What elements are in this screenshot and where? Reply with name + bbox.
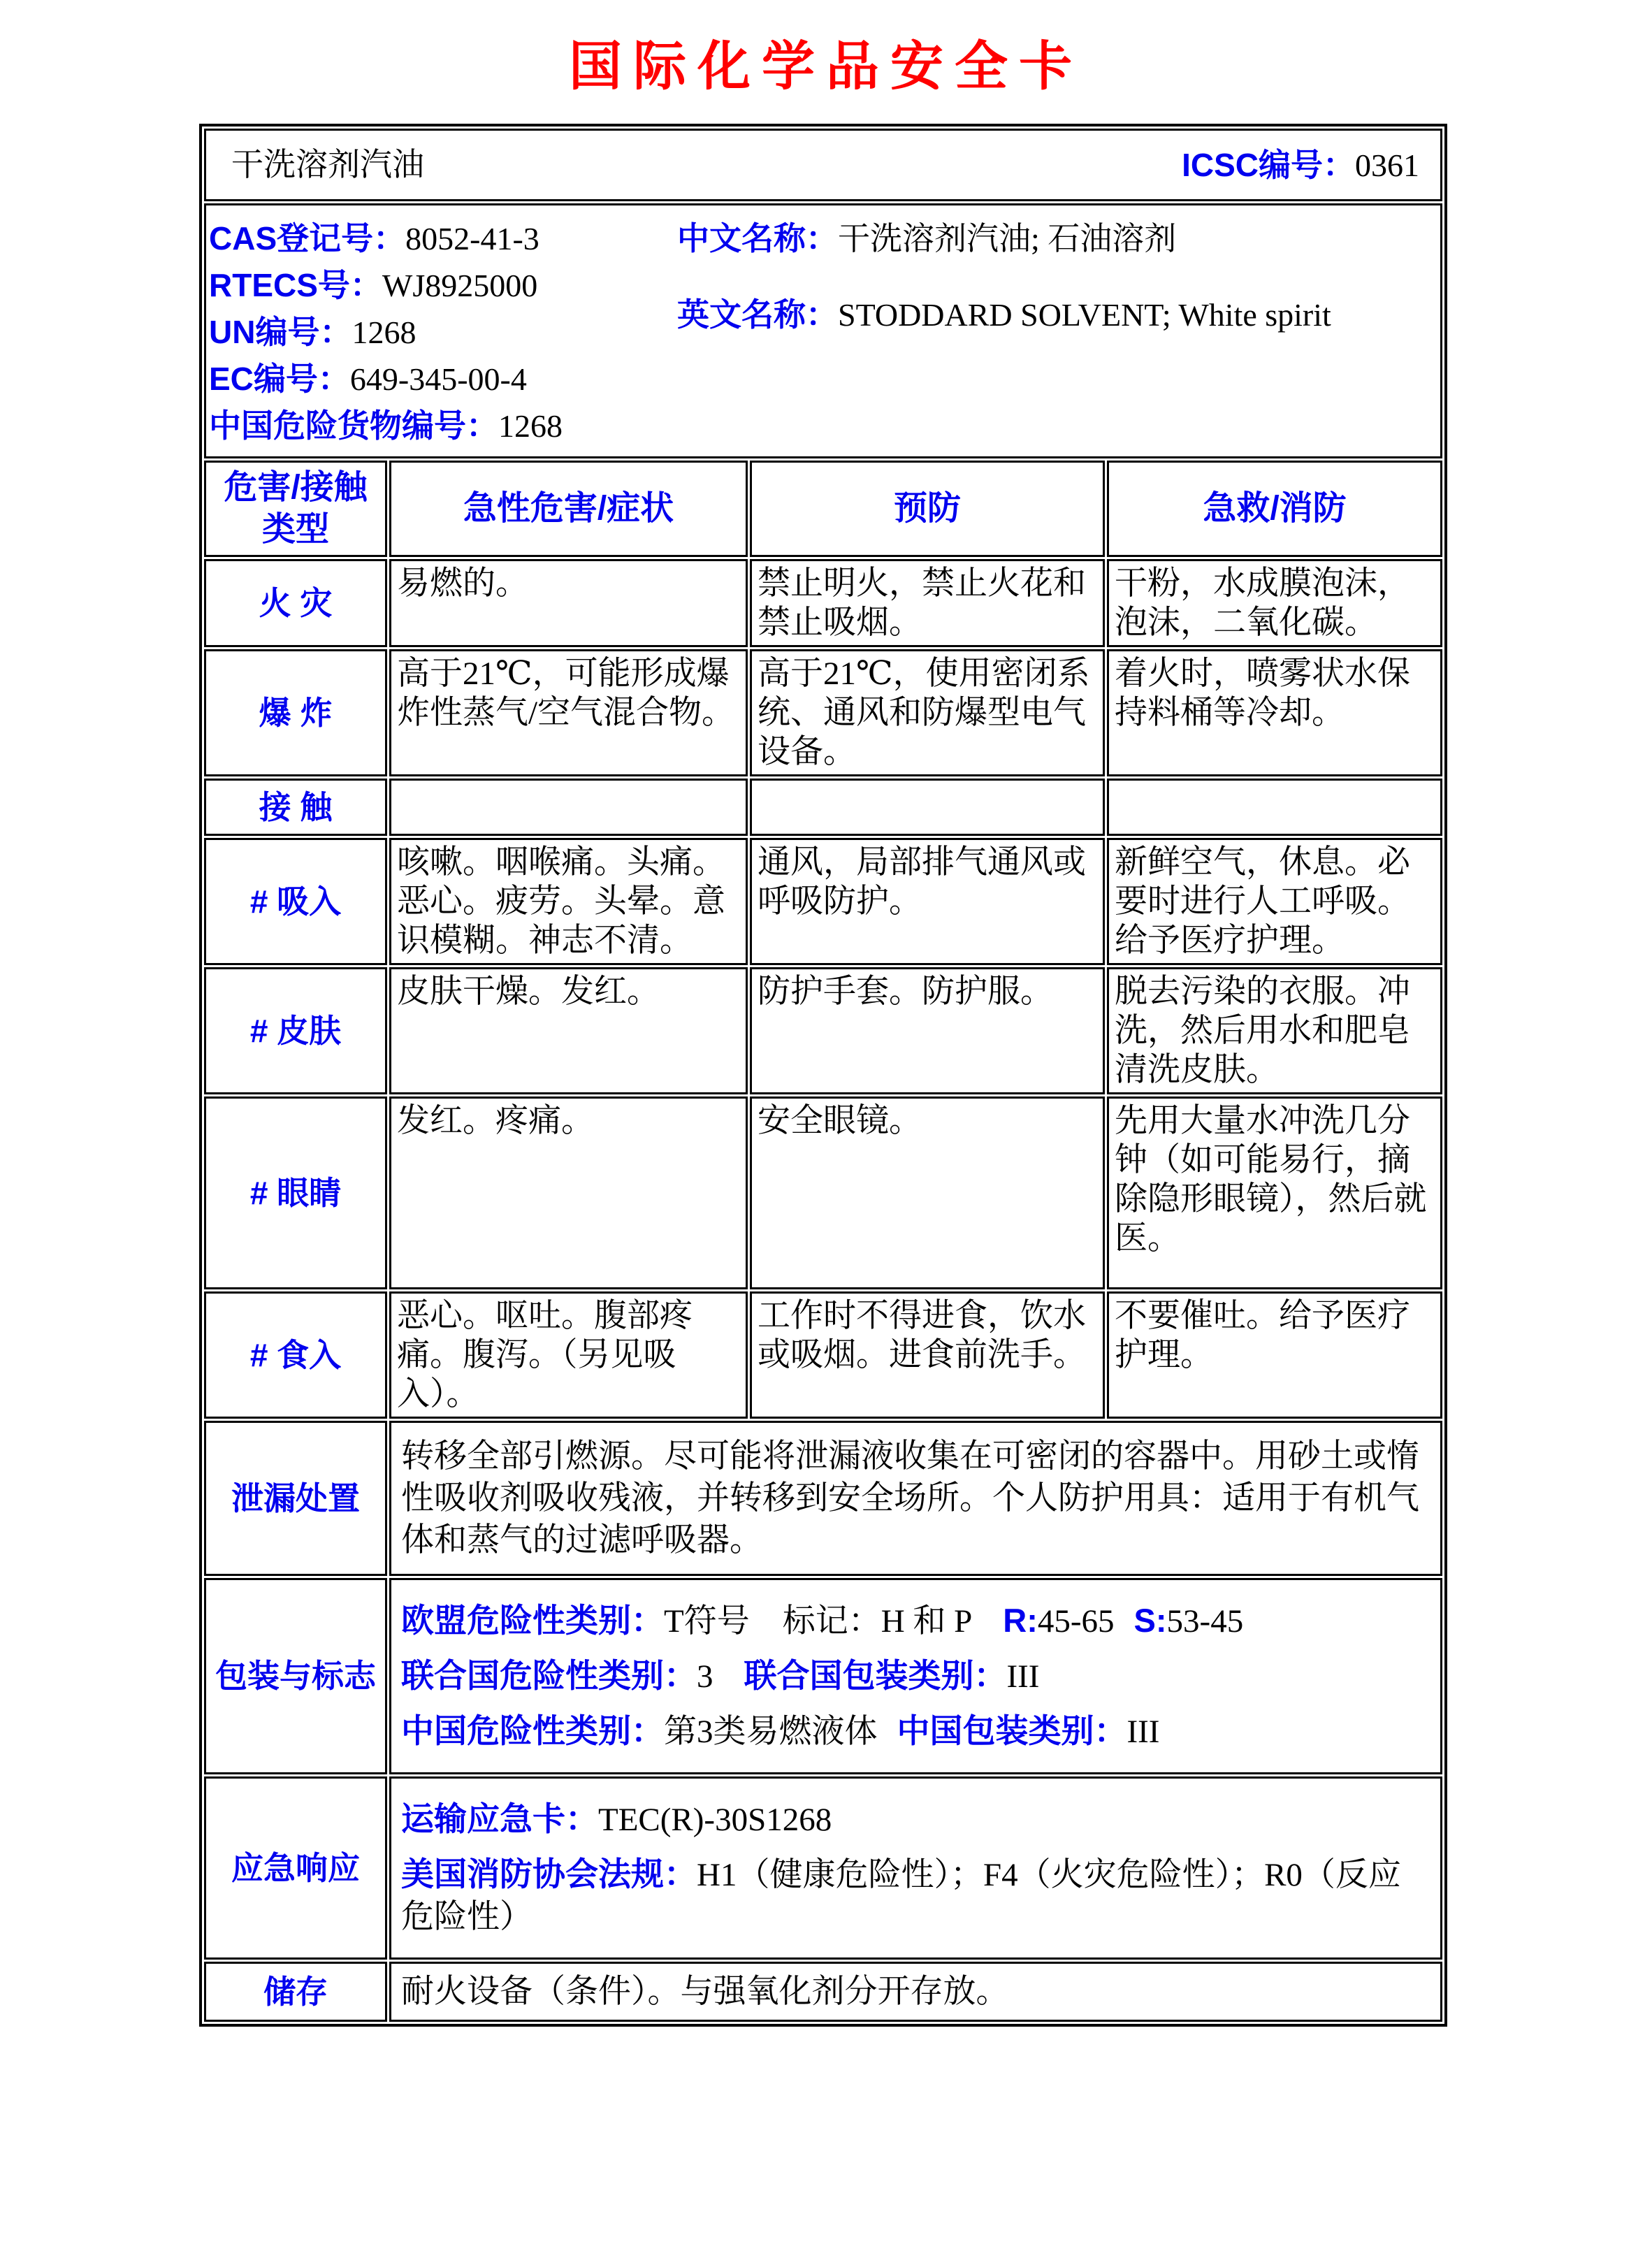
explosion-symptoms: 高于21℃，可能形成爆炸性蒸气/空气混合物。 [389, 649, 748, 776]
skin-prevention: 防护手套。防护服。 [750, 967, 1105, 1094]
un-number: UN编号：1268 [209, 314, 416, 350]
name-cell [204, 129, 1442, 201]
storage-content [389, 1962, 1442, 2022]
identifiers-row [204, 203, 1442, 458]
row-inhalation [204, 838, 1442, 965]
row-ingestion [204, 1291, 1442, 1419]
english-name: 英文名称：STODDARD SOLVENT; White spirit [677, 296, 1331, 333]
rtecs-number: RTECS号：WJ8925000 [209, 267, 538, 303]
icsc-value: 0361 [1355, 147, 1420, 183]
r-phrases-label: R: [1003, 1602, 1038, 1639]
skin-symptoms: 皮肤干燥。发红。 [389, 967, 748, 1094]
row-label-eyes: # 眼睛 [204, 1096, 387, 1289]
icsc-number [1182, 145, 1419, 185]
storage-text: 耐火设备（条件）。与强氧化剂分开存放。 [401, 1974, 1009, 2010]
nfpa-line: 美国消防协会法规：H1（健康危险性）；F4（火灾危险性）；R0（反应危险性） [401, 1855, 1401, 1935]
hazard-header-row [204, 461, 1442, 557]
inhalation-prevention: 通风，局部排气通风或呼吸防护。 [750, 838, 1105, 965]
ec-number: EC编号：649-345-00-4 [209, 361, 527, 397]
row-label-spill: 泄漏处置 [204, 1421, 387, 1576]
row-eyes [204, 1096, 1442, 1289]
inhalation-symptoms: 咳嗽。咽喉痛。头痛。恶心。疲劳。头晕。意识模糊。神志不清。 [389, 838, 748, 965]
skin-first-aid: 脱去污染的衣服。冲洗，然后用水和肥皂清洗皮肤。 [1107, 967, 1442, 1094]
ingestion-symptoms: 恶心。呕吐。腹部疼痛。腹泻。（另见吸入）。 [389, 1291, 748, 1419]
substance-name: 干洗溶剂汽油 [231, 147, 424, 182]
explosion-first-aid: 着火时，喷雾状水保持料桶等冷却。 [1107, 649, 1442, 776]
cn-classification-line: 中国危险性类别：第3类易燃液体 中国包装类别：III [401, 1712, 1160, 1750]
row-label-emergency: 应急响应 [204, 1776, 387, 1960]
row-storage [204, 1962, 1442, 2022]
row-explosion [204, 649, 1442, 776]
row-label-fire: 火 灾 [204, 559, 387, 647]
ingestion-first-aid: 不要催吐。给予医疗护理。 [1107, 1291, 1442, 1419]
eu-classification-line: 欧盟危险性类别：T符号 标记：H 和 P R:45-65 S:53-45 [401, 1602, 1244, 1640]
row-fire [204, 559, 1442, 647]
fire-prevention: 禁止明火，禁止火花和禁止吸烟。 [750, 559, 1105, 647]
row-label-explosion: 爆 炸 [204, 649, 387, 776]
un-classification-line: 联合国危险性类别：3 联合国包装类别：III [401, 1657, 1040, 1695]
exposure-symptoms [389, 779, 748, 836]
s-phrases-label: S: [1133, 1602, 1167, 1639]
header-first-aid: 急救/消防 [1107, 461, 1442, 557]
eyes-prevention: 安全眼镜。 [750, 1096, 1105, 1289]
page-title: 国际化学品安全卡 [569, 37, 1083, 96]
row-exposure [204, 779, 1442, 836]
row-label-ingestion: # 食入 [204, 1291, 387, 1419]
exposure-first-aid [1107, 779, 1442, 836]
cas-number: CAS登记号：8052-41-3 [209, 220, 539, 256]
ingestion-prevention: 工作时不得进食，饮水或吸烟。进食前洗手。 [750, 1291, 1105, 1419]
icsc-label: ICSC编号： [1182, 146, 1356, 183]
exposure-prevention [750, 779, 1105, 836]
row-packing [204, 1578, 1442, 1774]
spill-content [389, 1421, 1442, 1576]
emergency-content [389, 1776, 1442, 1960]
tec-line: 运输应急卡：TEC(R)-30S1268 [401, 1800, 832, 1838]
identifiers-cell [204, 203, 1442, 458]
packing-content [389, 1578, 1442, 1774]
icsc-card-table [199, 124, 1447, 2027]
spill-text: 转移全部引燃源。尽可能将泄漏液收集在可密闭的容器中。用砂土或惰性吸收剂吸收残液，并转移到安全场所。个人防护用具：适用于有机气体和蒸气的过滤呼吸器。 [401, 1438, 1419, 1558]
row-label-packing: 包装与标志 [204, 1578, 387, 1774]
eyes-first-aid: 先用大量水冲洗几分钟（如可能易行，摘除隐形眼镜），然后就医。 [1107, 1096, 1442, 1289]
row-emergency [204, 1776, 1442, 1960]
row-skin [204, 967, 1442, 1094]
eyes-symptoms: 发红。疼痛。 [389, 1096, 748, 1289]
row-spill [204, 1421, 1442, 1576]
header-hazard-type: 危害/接触类型 [204, 461, 387, 557]
fire-symptoms: 易燃的。 [389, 559, 748, 647]
row-label-storage: 储存 [204, 1962, 387, 2022]
row-label-exposure: 接 触 [204, 779, 387, 836]
explosion-prevention: 高于21℃，使用密闭系统、通风和防爆型电气设备。 [750, 649, 1105, 776]
r-phrases-value: 45-65 [1037, 1603, 1115, 1640]
chinese-name: 中文名称：干洗溶剂汽油; 石油溶剂 [677, 220, 1177, 256]
row-label-skin: # 皮肤 [204, 967, 387, 1094]
substance-names [677, 215, 1331, 449]
fire-first-aid: 干粉，水成膜泡沫，泡沫，二氧化碳。 [1107, 559, 1442, 647]
s-phrases-value: 53-45 [1166, 1603, 1244, 1640]
china-dg-number: 中国危险货物编号：1268 [209, 407, 563, 444]
header-prevention: 预防 [750, 461, 1105, 557]
name-row [204, 129, 1442, 201]
row-label-inhalation: # 吸入 [204, 838, 387, 965]
registry-numbers [209, 215, 677, 449]
header-symptoms: 急性危害/症状 [389, 461, 748, 557]
inhalation-first-aid: 新鲜空气，休息。必要时进行人工呼吸。给予医疗护理。 [1107, 838, 1442, 965]
